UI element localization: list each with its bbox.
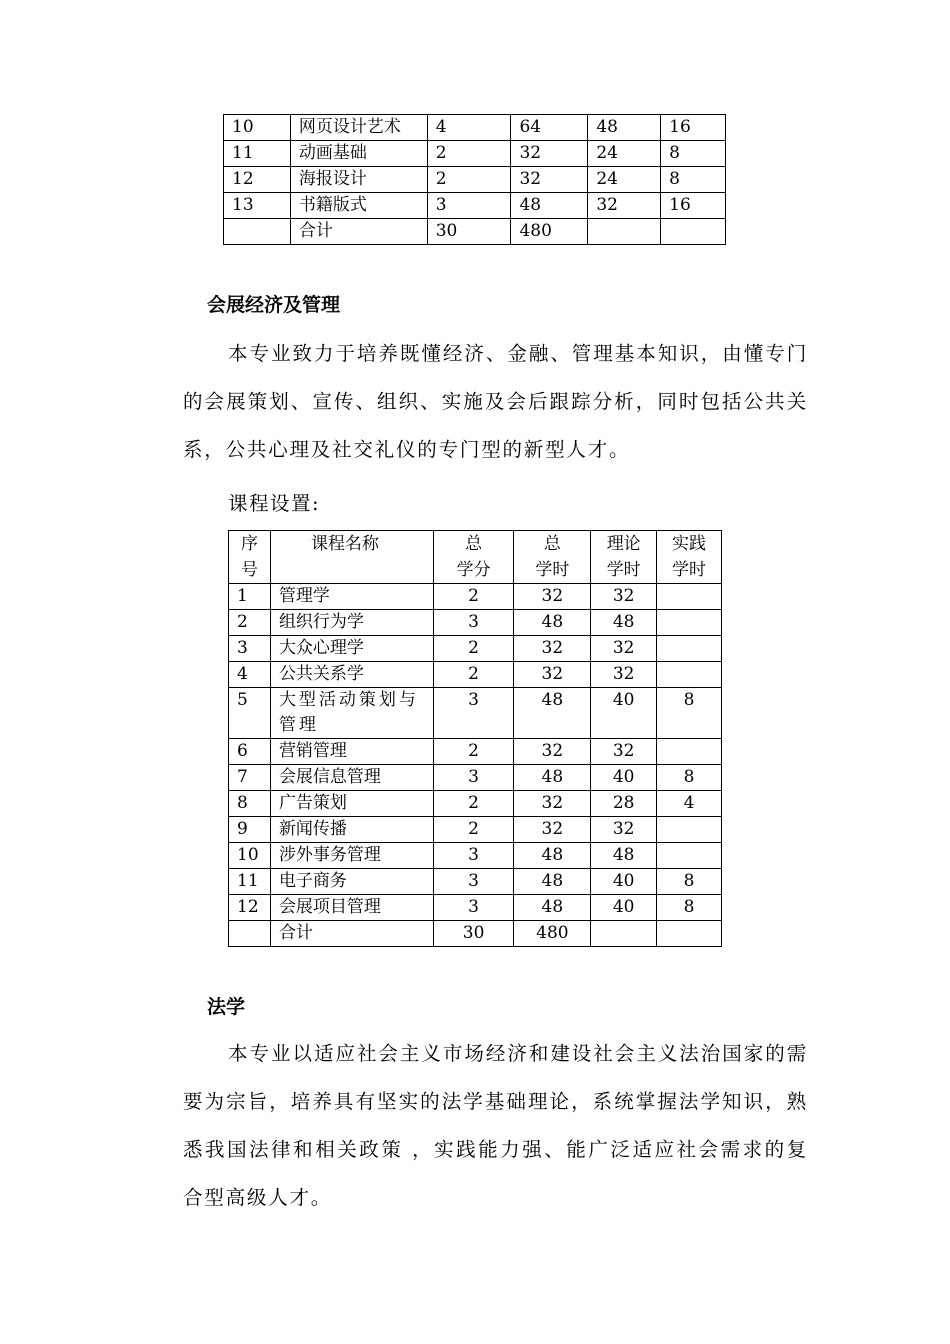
table-cell: 大型活动策划与管理 xyxy=(270,688,433,739)
table-cell: 24 xyxy=(588,167,661,193)
table-row xyxy=(229,895,722,921)
table-cell: 7 xyxy=(229,765,271,791)
table-cell: 2 xyxy=(433,817,514,843)
table-cell: 32 xyxy=(591,636,657,662)
table-cell xyxy=(657,921,722,947)
table-cell: 32 xyxy=(588,193,661,219)
table-cell: 4 xyxy=(229,662,271,688)
header-line: 序 xyxy=(240,534,258,554)
table-cell: 48 xyxy=(514,895,591,921)
table-cell xyxy=(657,584,722,610)
table-cell: 2 xyxy=(433,584,514,610)
table-cell: 28 xyxy=(591,791,657,817)
table-cell: 海报设计 xyxy=(290,167,427,193)
table-cell: 2 xyxy=(427,167,511,193)
table-cell: 会展项目管理 xyxy=(270,895,433,921)
header-line: 学时 xyxy=(535,560,570,580)
table-cell xyxy=(591,921,657,947)
table-row xyxy=(229,791,722,817)
table-cell: 24 xyxy=(588,141,661,167)
table-cell: 48 xyxy=(588,115,661,141)
table-cell: 10 xyxy=(224,115,291,141)
header-line: 理论 xyxy=(606,534,641,554)
table-cell: 书籍版式 xyxy=(290,193,427,219)
table-row xyxy=(229,688,722,739)
table-header-row xyxy=(229,531,722,584)
table-row xyxy=(229,765,722,791)
table-cell: 管理学 xyxy=(270,584,433,610)
table-cell: 11 xyxy=(224,141,291,167)
table-cell: 10 xyxy=(229,843,271,869)
table-cell: 2 xyxy=(433,662,514,688)
table-cell: 8 xyxy=(661,167,726,193)
table-row xyxy=(224,219,726,245)
table-cell: 48 xyxy=(591,610,657,636)
table-cell: 32 xyxy=(514,791,591,817)
table-cell: 480 xyxy=(514,921,591,947)
table-cell: 2 xyxy=(433,739,514,765)
table-cell: 32 xyxy=(514,817,591,843)
table-cell xyxy=(657,817,722,843)
table-cell: 9 xyxy=(229,817,271,843)
course-table-header xyxy=(229,531,722,584)
table-cell: 8 xyxy=(657,688,722,739)
table-cell: 8 xyxy=(657,895,722,921)
table-cell: 合计 xyxy=(290,219,427,245)
table-cell: 电子商务 xyxy=(270,869,433,895)
table-row xyxy=(229,817,722,843)
table-cell: 32 xyxy=(591,739,657,765)
table-cell xyxy=(229,921,271,947)
table-cell: 30 xyxy=(427,219,511,245)
table-cell: 1 xyxy=(229,584,271,610)
course-table-body xyxy=(229,584,722,947)
table-cell: 公共关系学 xyxy=(270,662,433,688)
table-cell xyxy=(657,662,722,688)
table-row xyxy=(229,739,722,765)
table-cell: 32 xyxy=(514,662,591,688)
table-cell: 大众心理学 xyxy=(270,636,433,662)
table-cell: 32 xyxy=(514,636,591,662)
table-row xyxy=(229,843,722,869)
table-cell: 40 xyxy=(591,688,657,739)
table-header-cell xyxy=(270,531,433,584)
table-cell: 48 xyxy=(514,869,591,895)
table-cell: 2 xyxy=(433,636,514,662)
section-paragraph-law: 本专业以适应社会主义市场经济和建设社会主义法治国家的需要为宗旨，培养具有坚实的法学基础理论，系统掌握法学知识，熟悉我国法律和相关政策 ，实践能力强、能广泛适应社会需求的复合型高级人才。 xyxy=(183,1042,808,1209)
table-row xyxy=(229,636,722,662)
table-cell: 8 xyxy=(229,791,271,817)
table-cell: 16 xyxy=(661,115,726,141)
table-cell: 广告策划 xyxy=(270,791,433,817)
table-cell: 40 xyxy=(591,869,657,895)
table-cell: 营销管理 xyxy=(270,739,433,765)
table-cell: 480 xyxy=(511,219,588,245)
table-row xyxy=(229,869,722,895)
table-header-cell xyxy=(514,531,591,584)
table-cell: 2 xyxy=(427,141,511,167)
header-line: 学时 xyxy=(672,560,707,580)
table-cell: 40 xyxy=(591,765,657,791)
table-cell: 8 xyxy=(661,141,726,167)
header-line: 总 xyxy=(465,534,483,554)
table-row xyxy=(224,193,726,219)
table-cell: 组织行为学 xyxy=(270,610,433,636)
table-header-cell xyxy=(657,531,722,584)
table-cell: 涉外事务管理 xyxy=(270,843,433,869)
table-cell: 48 xyxy=(514,765,591,791)
table-row xyxy=(229,921,722,947)
table-cell: 16 xyxy=(661,193,726,219)
table-cell: 会展信息管理 xyxy=(270,765,433,791)
course-table-exhibition xyxy=(228,530,722,947)
header-line: 号 xyxy=(240,560,258,580)
table-cell xyxy=(657,739,722,765)
course-settings-label: 课程设置: xyxy=(228,492,321,515)
table-cell: 30 xyxy=(433,921,514,947)
table-cell xyxy=(657,636,722,662)
table-cell: 3 xyxy=(433,610,514,636)
table-cell: 3 xyxy=(433,765,514,791)
header-line: 实践 xyxy=(672,534,707,554)
table-cell: 5 xyxy=(229,688,271,739)
table-cell: 8 xyxy=(657,765,722,791)
table-cell: 32 xyxy=(591,662,657,688)
table-cell xyxy=(224,219,291,245)
table-cell: 6 xyxy=(229,739,271,765)
section-paragraph-exhibition: 本专业致力于培养既懂经济、金融、管理基本知识，由懂专门的会展策划、宣传、组织、实施及会后跟踪分析，同时包括公共关系，公共心理及社交礼仪的专门型的新型人才。 xyxy=(183,342,808,461)
table-cell: 48 xyxy=(591,843,657,869)
table-cell xyxy=(657,843,722,869)
table-header-cell xyxy=(591,531,657,584)
table-cell xyxy=(661,219,726,245)
header-line: 学时 xyxy=(606,560,641,580)
table-cell: 32 xyxy=(514,584,591,610)
table-cell: 12 xyxy=(224,167,291,193)
table-cell: 2 xyxy=(433,791,514,817)
table-cell: 64 xyxy=(511,115,588,141)
table-cell: 13 xyxy=(224,193,291,219)
table-row xyxy=(229,610,722,636)
table-cell: 32 xyxy=(591,817,657,843)
table-row xyxy=(224,141,726,167)
table-cell: 32 xyxy=(511,167,588,193)
table-cell: 32 xyxy=(591,584,657,610)
table-row xyxy=(229,662,722,688)
table-cell: 4 xyxy=(657,791,722,817)
table-cell: 新闻传播 xyxy=(270,817,433,843)
table-cell: 3 xyxy=(433,843,514,869)
table-cell: 3 xyxy=(427,193,511,219)
table-cell: 48 xyxy=(514,843,591,869)
table-cell: 48 xyxy=(511,193,588,219)
course-table-continued xyxy=(223,114,726,245)
table-cell: 合计 xyxy=(270,921,433,947)
table-cell: 动画基础 xyxy=(290,141,427,167)
table-row xyxy=(229,584,722,610)
table-header-cell xyxy=(433,531,514,584)
table-cell: 32 xyxy=(514,739,591,765)
section-heading-exhibition: 会展经济及管理 xyxy=(207,294,341,316)
table-row xyxy=(224,115,726,141)
table-cell: 12 xyxy=(229,895,271,921)
table-cell: 3 xyxy=(433,869,514,895)
table-cell: 11 xyxy=(229,869,271,895)
header-line: 课程名称 xyxy=(310,534,379,554)
table-cell: 48 xyxy=(514,688,591,739)
table-cell xyxy=(657,610,722,636)
section-heading-law: 法学 xyxy=(207,996,246,1018)
header-line: 学分 xyxy=(456,560,491,580)
table-header-cell xyxy=(229,531,271,584)
table-cell: 48 xyxy=(514,610,591,636)
table-row xyxy=(224,167,726,193)
table-cell: 4 xyxy=(427,115,511,141)
table-cell: 2 xyxy=(229,610,271,636)
table-cell: 网页设计艺术 xyxy=(290,115,427,141)
table-cell: 32 xyxy=(511,141,588,167)
table-cell: 8 xyxy=(657,869,722,895)
table-cell: 3 xyxy=(433,895,514,921)
course-table-continued-body xyxy=(224,115,726,245)
table-cell xyxy=(588,219,661,245)
table-cell: 40 xyxy=(591,895,657,921)
table-cell: 3 xyxy=(433,688,514,739)
header-line: 总 xyxy=(543,534,561,554)
table-cell: 3 xyxy=(229,636,271,662)
